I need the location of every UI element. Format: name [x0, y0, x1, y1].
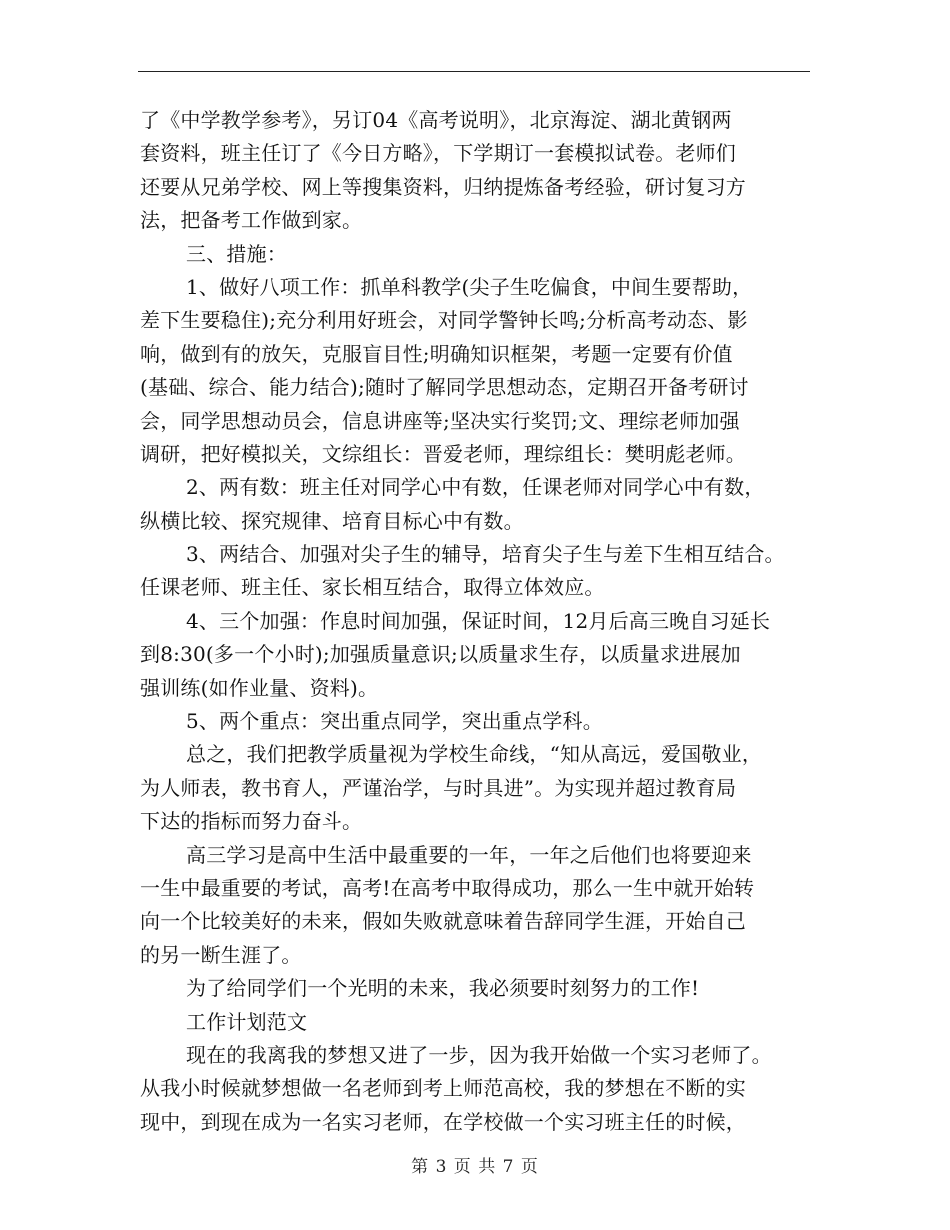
text-line: 为人师表，教书育人，严谨治学，与时具进”。为实现并超过教育局 — [140, 775, 737, 800]
text-line: 工作计划范文 — [186, 1009, 308, 1034]
text-line: (基础、综合、能力结合);随时了解同学思想动态，定期召开备考研讨 — [140, 375, 749, 400]
text-line: 5、两个重点：突出重点同学，突出重点学科。 — [186, 709, 603, 734]
text-line: 调研，把好模拟关，文综组长：晋爱老师，理综组长：樊明彪老师。 — [140, 441, 746, 466]
header-rule — [138, 71, 810, 72]
text-line: 还要从兄弟学校、网上等搜集资料，归纳提炼备考经验，研讨复习方 — [140, 174, 746, 199]
text-line: 纵横比较、探究规律、培育目标心中有数。 — [140, 508, 524, 533]
text-line: 法，把备考工作做到家。 — [140, 208, 363, 233]
text-line: 了《中学教学参考》，另订04《高考说明》，北京海淀、湖北黄钢两 — [140, 108, 732, 132]
text-line: 现中，到现在成为一名实习老师，在学校做一个实习班主任的时候， — [140, 1109, 746, 1134]
text-line: 高三学习是高中生活中最重要的一年，一年之后他们也将要迎来 — [186, 842, 752, 867]
text-line: 1、做好八项工作：抓单科教学(尖子生吃偏食，中间生要帮助， — [186, 274, 753, 299]
text-line: 2、两有数：班主任对同学心中有数，任课老师对同学心中有数， — [186, 475, 765, 500]
text-line: 套资料，班主任订了《今日方略》，下学期订一套模拟试卷。老师们 — [140, 141, 736, 166]
text-line: 响，做到有的放矢，克服盲目性;明确知识框架，考题一定要有价值 — [140, 341, 733, 366]
text-line: 为了给同学们一个光明的未来，我必须要时刻努力的工作! — [186, 976, 700, 1001]
text-line: 三、措施： — [186, 241, 287, 266]
text-line: 差下生要稳住);充分利用好班会，对同学警钟长鸣;分析高考动态、影 — [140, 308, 748, 333]
text-line: 任课老师、班主任、家长相互结合，取得立体效应。 — [140, 575, 605, 600]
text-line: 3、两结合、加强对尖子生的辅导，培育尖子生与差下生相互结合。 — [186, 542, 785, 567]
text-line: 到8:30(多一个小时);加强质量意识;以质量求生存，以质量求进展加 — [140, 642, 741, 667]
text-line: 向一个比较美好的未来，假如失败就意味着告辞同学生涯，开始自己 — [140, 909, 746, 934]
document-body — [140, 104, 812, 1139]
text-line: 一生中最重要的考试，高考!在高考中取得成功，那么一生中就开始转 — [140, 875, 755, 900]
text-line: 总之，我们把教学质量视为学校生命线，“知从高远，爱国敬业， — [186, 742, 763, 767]
text-line: 现在的我离我的梦想又进了一步，因为我开始做一个实习老师了。 — [186, 1042, 772, 1067]
text-line: 从我小时候就梦想做一名老师到考上师范高校，我的梦想在不断的实 — [140, 1076, 746, 1101]
text-line: 强训练(如作业量、资料)。 — [140, 675, 379, 700]
text-line: 的另一断生涯了。 — [140, 942, 302, 967]
text-line: 4、三个加强：作息时间加强，保证时间，12月后高三晚自习延长 — [186, 608, 771, 633]
text-line: 会，同学思想动员会，信息讲座等;坚决实行奖罚;文、理综老师加强 — [140, 408, 740, 433]
text-line: 下达的指标而努力奋斗。 — [140, 809, 363, 834]
page-footer: 第 3 页 共 7 页 — [411, 1157, 539, 1177]
